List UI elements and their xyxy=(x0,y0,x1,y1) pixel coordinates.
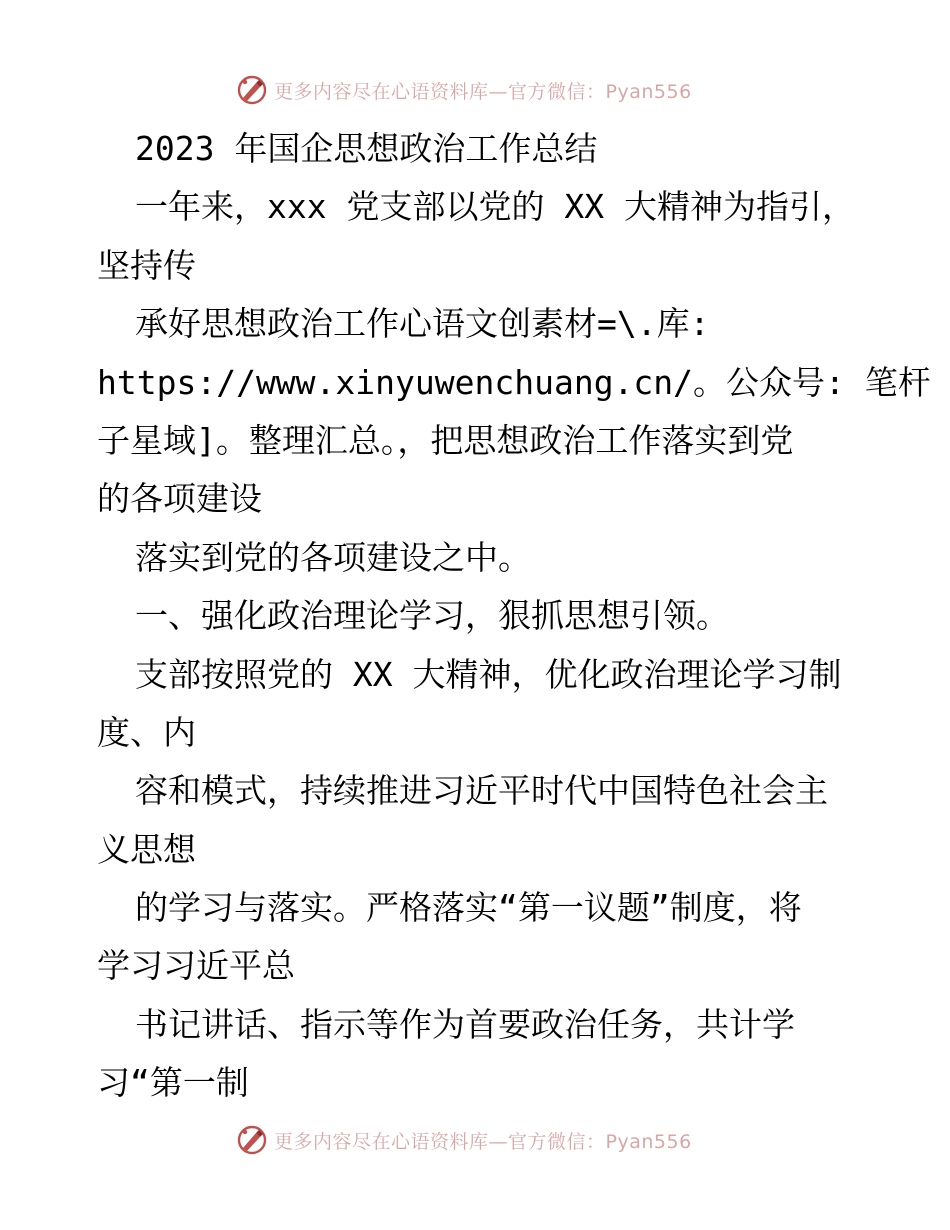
paragraph-line: 支部按照党的 XX 大精神，优化政治理论学习制 xyxy=(135,654,842,694)
footer-banner xyxy=(236,1122,716,1158)
banner-main-text: 更多内容尽在心语资料库 xyxy=(274,1130,489,1153)
pen-logo-icon xyxy=(236,74,268,106)
banner-dash: — xyxy=(488,80,509,103)
banner-dash: — xyxy=(488,1130,509,1153)
banner-wechat-id: Pyan556 xyxy=(605,80,692,103)
banner-text xyxy=(274,77,692,104)
pen-logo-icon xyxy=(236,1124,268,1156)
paragraph-line: 一年来，xxx 党支部以党的 XX 大精神为指引， xyxy=(135,187,855,227)
paragraph-line: 义思想 xyxy=(97,829,196,869)
paragraph-line: 子星域]。整理汇总。，把思想政治工作落实到党 xyxy=(97,420,794,460)
header-banner xyxy=(236,72,716,108)
document-body xyxy=(97,120,931,1113)
document-title: 2023 年国企思想政治工作总结 xyxy=(135,129,598,168)
paragraph-line: 度、内 xyxy=(97,712,196,752)
paragraph-line: 坚持传 xyxy=(97,245,196,285)
section-heading: 一、强化政治理论学习，狠抓思想引领。 xyxy=(135,596,729,636)
paragraph-line: 落实到党的各项建设之中。 xyxy=(135,537,531,577)
paragraph-line: 书记讲话、指示等作为首要政治任务，共计学 xyxy=(135,1004,795,1044)
banner-wechat-label: 官方微信： xyxy=(508,1130,606,1153)
banner-main-text: 更多内容尽在心语资料库 xyxy=(274,80,489,103)
paragraph-line: 的学习与落实。严格落实“第一议题”制度，将 xyxy=(135,888,802,928)
paragraph-line: 学习习近平总 xyxy=(97,946,295,986)
paragraph-line: https://www.xinyuwenchuang.cn/。公众号: 笔杆 xyxy=(97,362,931,402)
banner-wechat-label: 官方微信： xyxy=(508,80,606,103)
paragraph-line: 承好思想政治工作心语文创素材=\.库: xyxy=(135,304,710,344)
banner-wechat-id: Pyan556 xyxy=(605,1130,692,1153)
paragraph-line: 习“第一制 xyxy=(97,1063,249,1103)
banner-text xyxy=(274,1127,692,1154)
paragraph-line: 的各项建设 xyxy=(97,479,262,519)
paragraph-line: 容和模式，持续推进习近平时代中国特色社会主 xyxy=(135,771,828,811)
